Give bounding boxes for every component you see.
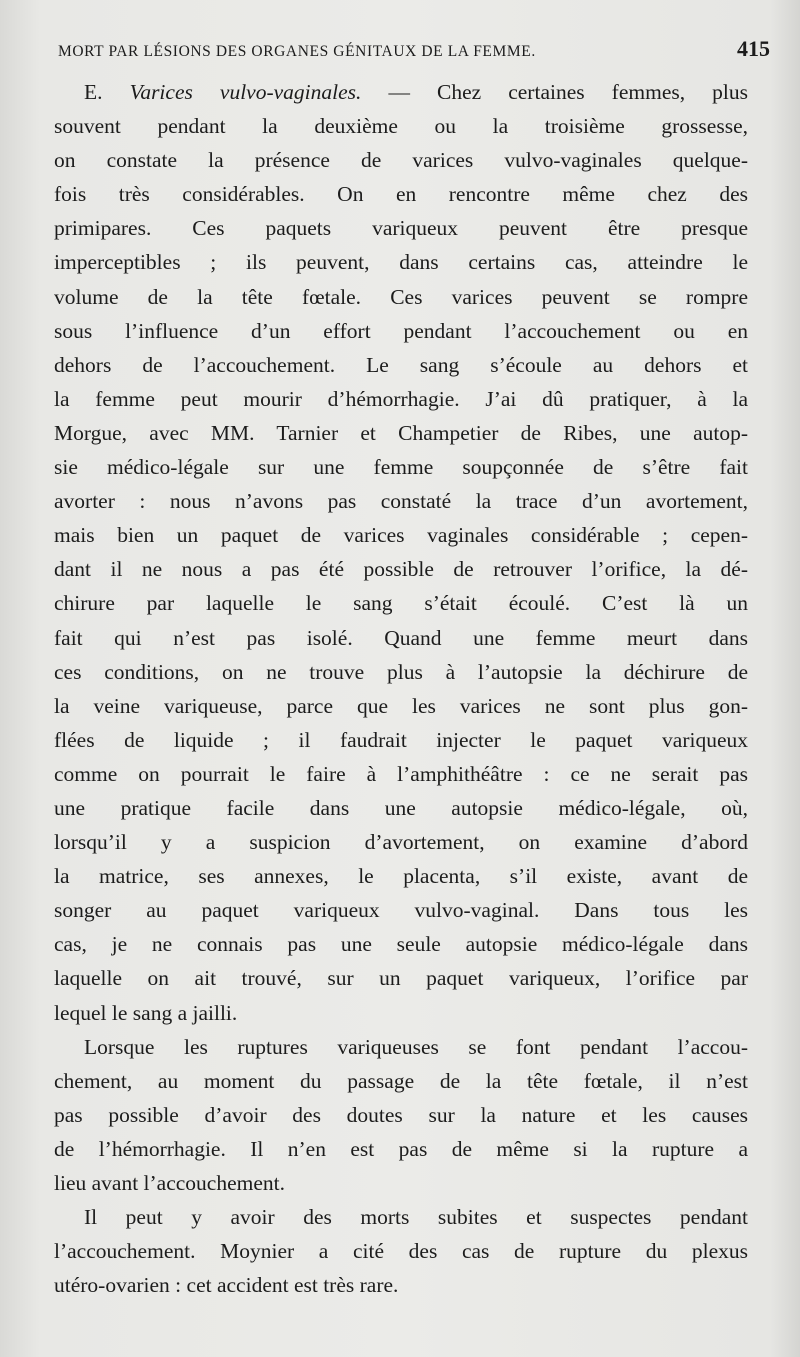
text-line: ces conditions, on ne trouve plus à l’autopsie la déchirure de [54, 659, 748, 684]
text-line: de l’hémorrhagie. Il n’en est pas de même si la rupture a [54, 1136, 748, 1161]
page-header [58, 36, 770, 68]
text-line: la veine variqueuse, parce que les varices ne sont plus gon- [54, 693, 748, 718]
text-line: on constate la présence de varices vulvo-vaginales quelque- [54, 148, 748, 173]
text-line: fait qui n’est pas isolé. Quand une femme meurt dans [54, 625, 748, 650]
text-line: souvent pendant la deuxième ou la troisième grossesse, [54, 114, 748, 139]
text-line: cas, je ne connais pas une seule autopsie médico-légale dans [54, 932, 748, 957]
section-letter: E. [84, 80, 103, 104]
text-line: lorsqu’il y a suspicion d’avortement, on examine d’abord [54, 830, 748, 855]
text-line: avorter : nous n’avons pas constaté la trace d’un avortement, [54, 489, 748, 514]
text-line: sous l’influence d’un effort pendant l’accouchement ou en [54, 318, 748, 343]
text-line: laquelle on ait trouvé, sur un paquet variqueux, l’orifice par [54, 966, 748, 991]
text-line: l’accouchement. Moynier a cité des cas de rupture du plexus [54, 1239, 748, 1264]
text-line: lequel le sang a jailli. [54, 1000, 238, 1025]
page-number: 415 [737, 36, 770, 61]
text-line: utéro-ovarien : cet accident est très rare. [54, 1273, 399, 1298]
text-line: la femme peut mourir d’hémorrhagie. J’ai dû pratiquer, à la [54, 386, 748, 411]
text-line: imperceptibles ; ils peuvent, dans certains cas, atteindre le [54, 250, 748, 275]
text-line: comme on pourrait le faire à l’amphithéâtre : ce ne serait pas [54, 761, 748, 786]
text-line: sie médico-légale sur une femme soupçonnée de s’être fait [54, 455, 748, 480]
text-line: primipares. Ces paquets variqueux peuvent être presque [54, 216, 748, 241]
text-line: flées de liquide ; il faudrait injecter le paquet variqueux [54, 727, 748, 752]
text-line: songer au paquet variqueux vulvo-vaginal. Dans tous les [54, 898, 748, 923]
text-line: la matrice, ses annexes, le placenta, s’il existe, avant de [54, 864, 748, 889]
section-title: Varices vulvo-vaginales. [129, 80, 362, 104]
text-line: Il peut y avoir des morts subites et suspectes pendant [84, 1205, 748, 1230]
text-line: fois très considérables. On en rencontre même chez des [54, 182, 748, 207]
text-line: Lorsque les ruptures variqueuses se font pendant l’accou- [84, 1034, 748, 1059]
text-line: volume de la tête fœtale. Ces varices peuvent se rompre [54, 284, 748, 309]
text-line: une pratique facile dans une autopsie médico-légale, où, [54, 795, 748, 820]
text-line: pas possible d’avoir des doutes sur la nature et les causes [54, 1102, 748, 1127]
section-heading-line [54, 75, 748, 109]
text-line: chement, au moment du passage de la tête fœtale, il n’est [54, 1068, 748, 1093]
body-text [54, 75, 748, 1302]
text-line: lieu avant l’accouchement. [54, 1171, 286, 1195]
text-line: chirure par laquelle le sang s’était écoulé. C’est là un [54, 591, 748, 616]
text-line: mais bien un paquet de varices vaginales considérable ; cepen- [54, 523, 748, 548]
section-first-line: — Chez certaines femmes, plus [361, 80, 748, 104]
text-line: dant il ne nous a pas été possible de retrouver l’orifice, la dé- [54, 557, 748, 582]
text-line: Morgue, avec MM. Tarnier et Champetier de Ribes, une autop- [54, 420, 748, 445]
running-title: MORT PAR LÉSIONS DES ORGANES GÉNITAUX DE LA FEMME. [58, 43, 536, 60]
text-line: dehors de l’accouchement. Le sang s’écoule au dehors et [54, 352, 748, 377]
